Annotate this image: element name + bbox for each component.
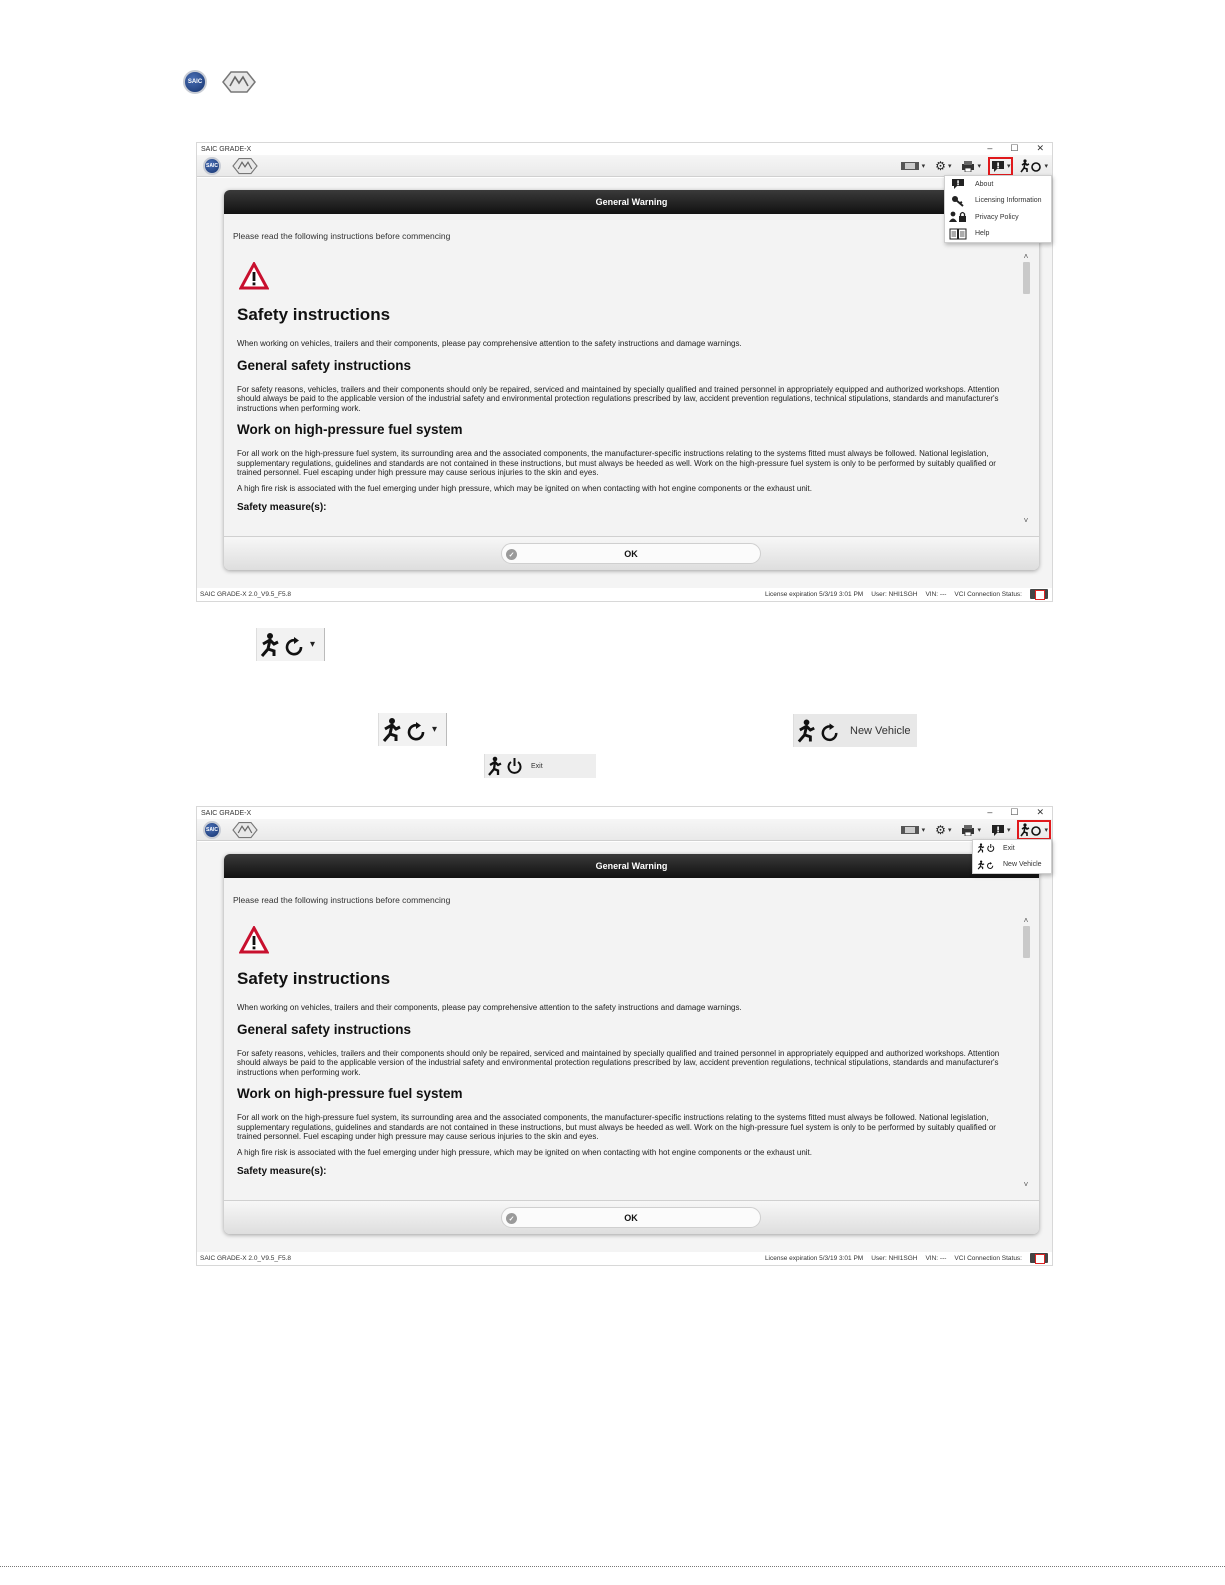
dialog-scrollbar[interactable]: [1021, 252, 1031, 526]
safety-heading: Safety instructions: [237, 969, 391, 988]
dialog-content: [233, 916, 1023, 1190]
safety-measures-heading: Safety measure(s):: [237, 1166, 327, 1177]
safety-heading: Safety instructions: [237, 305, 391, 324]
new-vehicle-menu-item-illustration: [793, 714, 917, 747]
menu-item-about[interactable]: About: [945, 176, 1051, 193]
license-text: License expiration 5/3/19 3:01 PM: [764, 590, 864, 598]
exit-menu-item-illustration: [484, 754, 596, 778]
general-safety-heading: General safety instructions: [237, 1021, 412, 1037]
title-bar: [197, 807, 1052, 819]
dialog-scrollbar[interactable]: [1021, 916, 1031, 1190]
exit-label: Exit: [531, 762, 543, 770]
minimize-button[interactable]: –: [987, 143, 993, 153]
general-warning-dialog: [224, 190, 1039, 570]
user-text: User: NHI1SGH: [871, 1254, 918, 1262]
app-canvas: [197, 842, 1052, 1252]
runner-restart-icon: [796, 718, 842, 744]
fuel-system-text: For all work on the high-pressure fuel system, its surrounding area and the associated components, the manufacturer-specific instructions relating to the systems fitted must always be followed. National legislation, supplementary regulations, guidelines and standards are not contained in these instructions, but must always be heeded as well. Work on the high-pressure fuel system is only to be performed by suitably qualified or trained personnel. Fuel escaping under high pressure may cause serious injuries to the skin and eyes.: [237, 1113, 996, 1141]
runner-restart-icon: [1020, 823, 1042, 837]
runner-restart-icon: [1020, 159, 1042, 173]
printer-menu-button[interactable]: ▾: [961, 824, 981, 836]
runner-restart-icon: [977, 859, 995, 871]
saic-logo: SAIC: [183, 70, 207, 94]
vci-connector-icon: [900, 824, 920, 836]
toolbar: [197, 155, 1052, 177]
fuel-system-text: For all work on the high-pressure fuel system, its surrounding area and the associated components, the manufacturer-specific instructions relating to the systems fitted must always be followed. National legislation, supplementary regulations, guidelines and standards are not contained in these instructions, but must always be heeded as well. Work on the high-pressure fuel system is only to be performed by suitably qualified or trained personnel. Fuel escaping under high pressure may cause serious injuries to the skin and eyes.: [237, 449, 996, 477]
runner-restart-icon: [259, 632, 307, 658]
dialog-title: General Warning: [224, 854, 1039, 878]
maximize-button[interactable]: ☐: [1010, 807, 1019, 817]
dialog-footer: [224, 536, 1039, 570]
status-bar: [197, 1252, 1052, 1265]
help-book-icon: [949, 228, 967, 240]
vci-menu-button[interactable]: ▾: [900, 160, 926, 172]
mg-logo: [231, 821, 259, 839]
app-window-help-menu: [196, 142, 1053, 602]
check-icon: ✓: [506, 1213, 517, 1224]
info-menu-button[interactable]: ▾: [991, 824, 1011, 837]
general-safety-heading: General safety instructions: [237, 357, 412, 373]
info-menu-button[interactable]: ▾: [991, 160, 1011, 173]
chevron-down-icon: ▾: [310, 639, 316, 650]
scroll-thumb[interactable]: [1023, 262, 1030, 294]
scroll-thumb[interactable]: [1023, 926, 1030, 958]
dialog-intro: Please read the following instructions before commencing: [233, 231, 451, 241]
warning-triangle-icon: [239, 926, 269, 954]
vci-connector-icon: [900, 160, 920, 172]
version-text: SAIC GRADE-X 2.0_V9.5_F5.8: [200, 591, 292, 598]
fire-risk-text: A high fire risk is associated with the fuel emerging under high pressure, which may be ignited on when contacting with hot engine components or the exhaust unit.: [237, 1147, 812, 1157]
general-warning-dialog: [224, 854, 1039, 1234]
ok-button[interactable]: [501, 543, 761, 564]
saic-logo: SAIC: [203, 821, 221, 839]
dialog-title: General Warning: [224, 190, 1039, 214]
exit-dropdown-menu: [972, 839, 1052, 874]
gear-icon: ⚙: [935, 823, 946, 837]
general-safety-text: For safety reasons, vehicles, trailers and their components should only be repaired, serviced and maintained by specially qualified and trained personnel in appropriately equipped and authorized workshops. Attention should always be paid to the applicable version of the industrial safety and environmental protection regulations prescribed by law, accident prevention regulations, technical stipulations, standards and manufacturer's instructions when performing work.: [237, 1048, 1000, 1077]
check-icon: ✓: [506, 549, 517, 560]
fuel-system-heading: Work on high-pressure fuel system: [237, 1086, 463, 1101]
printer-icon: [961, 824, 975, 836]
exit-menu-button-illustration: [256, 628, 325, 661]
safety-lead: When working on vehicles, trailers and their components, please pay comprehensive attention to the safety instructions and damage warnings.: [237, 339, 742, 348]
minimize-button[interactable]: –: [987, 807, 993, 817]
app-window-exit-menu: [196, 806, 1053, 1266]
scroll-up-icon[interactable]: ˄: [1023, 916, 1029, 925]
info-icon: [991, 160, 1005, 173]
vci-status-icon: [1030, 1253, 1048, 1263]
settings-menu-button[interactable]: ⚙ ▾: [935, 823, 952, 837]
runner-restart-icon: [381, 717, 429, 743]
exit-menu-button[interactable]: ▾: [1020, 159, 1048, 173]
exit-menu-button-illustration-2: [378, 713, 447, 746]
info-icon: [949, 178, 967, 190]
user-text: User: NHI1SGH: [871, 590, 918, 598]
fuel-system-heading: Work on high-pressure fuel system: [237, 422, 463, 437]
ok-label: OK: [624, 1212, 638, 1223]
privacy-icon: [949, 211, 967, 223]
vin-text: VIN: ---: [925, 1254, 947, 1262]
scroll-up-icon[interactable]: ˄: [1023, 252, 1029, 261]
ok-label: OK: [624, 548, 638, 559]
printer-menu-button[interactable]: ▾: [961, 160, 981, 172]
close-button[interactable]: ✕: [1036, 807, 1044, 817]
info-icon: [991, 824, 1005, 837]
window-title: SAIC GRADE-X: [201, 809, 252, 817]
dialog-footer: [224, 1200, 1039, 1234]
status-bar: [197, 588, 1052, 601]
vin-text: VIN: ---: [925, 590, 947, 598]
toolbar: [197, 819, 1052, 841]
general-safety-text: For safety reasons, vehicles, trailers and their components should only be repaired, serviced and maintained by specially qualified and trained personnel in appropriately equipped and authorized workshops. Attention should always be paid to the applicable version of the industrial safety and environmental protection regulations prescribed by law, accident prevention regulations, technical stipulations, standards and manufacturer's instructions when performing work.: [237, 384, 1000, 413]
mg-logo: [231, 157, 259, 175]
dialog-intro: Please read the following instructions before commencing: [233, 895, 451, 905]
runner-power-icon: [977, 842, 995, 854]
mg-logo: [221, 70, 257, 94]
title-bar: [197, 143, 1052, 155]
app-canvas: [197, 178, 1052, 588]
close-button[interactable]: ✕: [1036, 143, 1044, 153]
menu-item-new-vehicle[interactable]: New Vehicle: [973, 857, 1051, 874]
safety-measures-heading: Safety measure(s):: [237, 502, 327, 513]
vci-status-text: VCI Connection Status:: [954, 590, 1022, 598]
settings-menu-button[interactable]: ⚙ ▾: [935, 159, 952, 173]
license-text: License expiration 5/3/19 3:01 PM: [764, 1254, 864, 1262]
window-title: SAIC GRADE-X: [201, 145, 252, 153]
vci-menu-button[interactable]: ▾: [900, 824, 926, 836]
safety-lead: When working on vehicles, trailers and their components, please pay comprehensive attention to the safety instructions and damage warnings.: [237, 1003, 742, 1012]
vci-status-icon: [1030, 589, 1048, 599]
menu-item-licensing[interactable]: Licensing Information: [945, 193, 1051, 210]
help-dropdown-menu: [944, 175, 1052, 243]
key-icon: [949, 195, 967, 207]
page-logos: [183, 70, 257, 94]
saic-logo: SAIC: [203, 157, 221, 175]
runner-power-icon: [487, 756, 523, 776]
page-footer-rule: [0, 1566, 1225, 1567]
dialog-content: [233, 252, 1023, 526]
ok-button[interactable]: [501, 1207, 761, 1228]
menu-item-exit[interactable]: Exit: [973, 840, 1051, 857]
menu-item-help[interactable]: Help: [945, 226, 1051, 243]
scroll-down-icon[interactable]: ˅: [1023, 1180, 1029, 1189]
menu-item-privacy[interactable]: Privacy Policy: [945, 209, 1051, 226]
version-text: SAIC GRADE-X 2.0_V9.5_F5.8: [200, 1255, 292, 1262]
chevron-down-icon: ▾: [432, 724, 438, 735]
exit-menu-button[interactable]: ▾: [1020, 823, 1048, 837]
scroll-down-icon[interactable]: ˅: [1023, 516, 1029, 525]
warning-triangle-icon: [239, 262, 269, 290]
maximize-button[interactable]: ☐: [1010, 143, 1019, 153]
new-vehicle-label: New Vehicle: [850, 724, 911, 737]
fire-risk-text: A high fire risk is associated with the fuel emerging under high pressure, which may be ignited on when contacting with hot engine components or the exhaust unit.: [237, 483, 812, 493]
printer-icon: [961, 160, 975, 172]
gear-icon: ⚙: [935, 159, 946, 173]
vci-status-text: VCI Connection Status:: [954, 1254, 1022, 1262]
